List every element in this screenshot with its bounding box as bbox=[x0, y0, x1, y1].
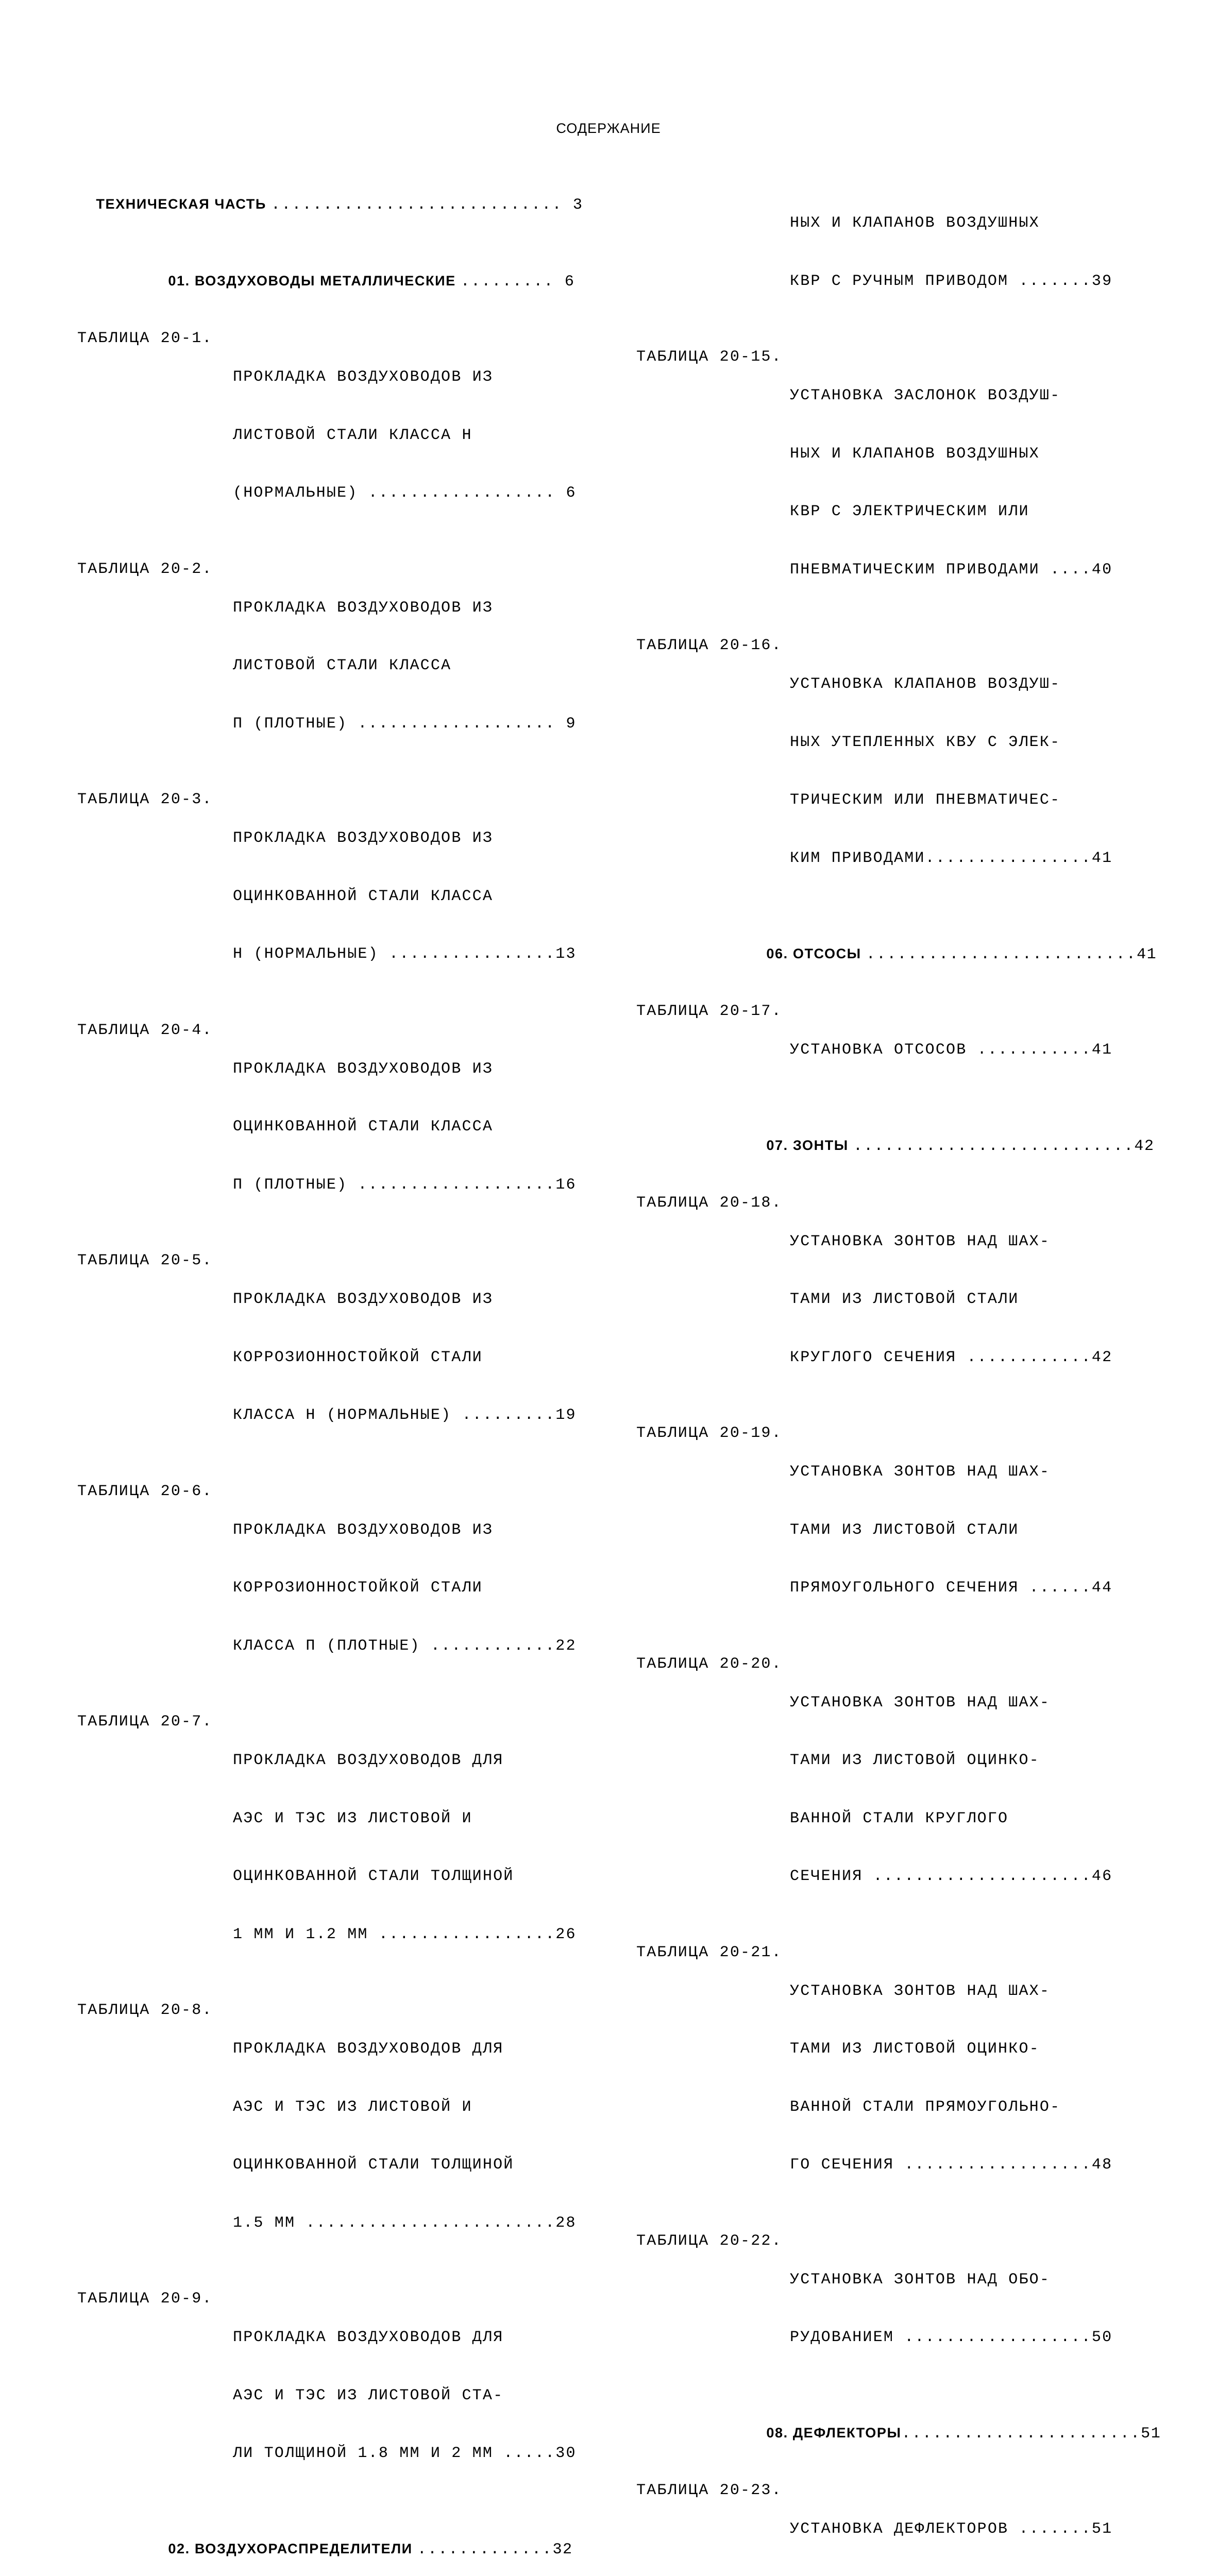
toc-table-entry[interactable] bbox=[636, 1943, 1123, 2214]
title-line: ПНЕВМАТИЧЕСКИМ ПРИВОДАМИ ....40 bbox=[790, 561, 1123, 580]
title-line: КИМ ПРИВОДАМИ................41 bbox=[790, 849, 1123, 869]
leader-dots: ........................... bbox=[853, 1138, 1134, 1155]
title-line: П (ПЛОТНЫЕ) ...................16 bbox=[233, 1176, 585, 1195]
table-title bbox=[790, 2481, 1123, 2576]
leader-dots: ............. bbox=[417, 2541, 553, 2558]
toc-table-entry[interactable] bbox=[636, 636, 1123, 907]
toc-table-entry[interactable] bbox=[636, 1424, 1123, 1637]
table-title bbox=[790, 2232, 1123, 2386]
section-title: 02. ВОЗДУХОРАСПРЕДЕЛИТЕЛИ bbox=[168, 2541, 417, 2556]
page-number: 42 bbox=[1134, 1138, 1154, 1155]
title-line: ПРОКЛАДКА ВОЗДУХОВОДОВ ДЛЯ bbox=[233, 2040, 585, 2059]
title-line: УСТАНОВКА ЗАСЛОНОК ВОЗДУШ- bbox=[790, 386, 1123, 406]
page-number: 3 bbox=[573, 196, 583, 214]
table-label: ТАБЛИЦА 20-9. bbox=[77, 2290, 233, 2502]
toc-table-entry[interactable] bbox=[77, 1482, 585, 1695]
title-line: РУДОВАНИЕМ ..................50 bbox=[790, 2328, 1123, 2348]
table-label: ТАБЛИЦА 20-22. bbox=[636, 2232, 790, 2386]
page-number: 41 bbox=[1137, 946, 1157, 963]
title-line: КЛАССА П (ПЛОТНЫЕ) ............22 bbox=[233, 1637, 585, 1656]
toc-table-entry-continued[interactable] bbox=[790, 175, 1123, 330]
table-label: ТАБЛИЦА 20-8. bbox=[77, 2001, 233, 2272]
page-number: 6 bbox=[565, 273, 575, 291]
table-label: ТАБЛИЦА 20-2. bbox=[77, 560, 233, 773]
title-line: ПРОКЛАДКА ВОЗДУХОВОДОВ ДЛЯ bbox=[233, 2328, 585, 2348]
title-line: 1 ММ И 1.2 ММ .................26 bbox=[233, 1925, 585, 1945]
table-title bbox=[233, 1021, 585, 1234]
table-label: ТАБЛИЦА 20-15. bbox=[636, 348, 790, 618]
section-title: 06. ОТСОСЫ bbox=[766, 946, 866, 961]
title-line: УСТАНОВКА ЗОНТОВ НАД ШАХ- bbox=[790, 1693, 1123, 1713]
toc-table-entry[interactable] bbox=[77, 1713, 585, 1983]
toc-section-06[interactable] bbox=[636, 925, 1123, 984]
title-line: ТРИЧЕСКИМ ИЛИ ПНЕВМАТИЧЕС- bbox=[790, 791, 1123, 810]
table-label: ТАБЛИЦА 20-6. bbox=[77, 1482, 233, 1695]
title-line: АЭС И ТЭС ИЗ ЛИСТОВОЙ СТА- bbox=[233, 2386, 585, 2406]
table-title bbox=[233, 1251, 585, 1464]
title-line: ПРОКЛАДКА ВОЗДУХОВОДОВ ИЗ bbox=[233, 829, 585, 849]
title-line: ПРОКЛАДКА ВОЗДУХОВОДОВ ИЗ bbox=[233, 368, 585, 387]
section-title: 01. ВОЗДУХОВОДЫ МЕТАЛЛИЧЕСКИЕ bbox=[168, 273, 460, 289]
table-title bbox=[233, 790, 585, 1003]
title-line: ЛИСТОВОЙ СТАЛИ КЛАССА Н bbox=[233, 426, 585, 446]
page-number: 51 bbox=[1141, 2425, 1161, 2443]
title-line: ТАМИ ИЗ ЛИСТОВОЙ СТАЛИ bbox=[790, 1521, 1123, 1540]
title-line: УСТАНОВКА ЗОНТОВ НАД ОБО- bbox=[790, 2270, 1123, 2290]
title-line: П (ПЛОТНЫЕ) ................... 9 bbox=[233, 715, 585, 734]
title-line: НЫХ И КЛАПАНОВ ВОЗДУШНЫХ bbox=[790, 214, 1123, 233]
table-title bbox=[790, 1002, 1123, 1099]
table-label: ТАБЛИЦА 20-23. bbox=[636, 2481, 790, 2576]
toc-table-entry[interactable] bbox=[636, 2232, 1123, 2386]
title-line: НЫХ И КЛАПАНОВ ВОЗДУШНЫХ bbox=[790, 445, 1123, 464]
title-line: КЛАССА Н (НОРМАЛЬНЫЕ) .........19 bbox=[233, 1406, 585, 1426]
table-label: ТАБЛИЦА 20-3. bbox=[77, 790, 233, 1003]
toc-table-entry[interactable] bbox=[636, 1655, 1123, 1925]
title-line: ЛИ ТОЛЩИНОЙ 1.8 ММ И 2 ММ .....30 bbox=[233, 2444, 585, 2464]
toc-table-entry[interactable] bbox=[77, 2001, 585, 2272]
toc-section-01[interactable] bbox=[77, 252, 585, 312]
toc-section-technical[interactable] bbox=[77, 175, 585, 234]
table-title bbox=[233, 2001, 585, 2272]
table-title bbox=[233, 1713, 585, 1983]
toc-table-entry[interactable] bbox=[77, 1021, 585, 1234]
leader-dots: ............................ bbox=[271, 196, 573, 214]
title-line: УСТАНОВКА ЗОНТОВ НАД ШАХ- bbox=[790, 1463, 1123, 1482]
table-label: ТАБЛИЦА 20-21. bbox=[636, 1943, 790, 2214]
table-title bbox=[790, 1655, 1123, 1925]
toc-section-08[interactable] bbox=[636, 2404, 1123, 2464]
title-line: КРУГЛОГО СЕЧЕНИЯ ............42 bbox=[790, 1348, 1123, 1368]
title-line: КОРРОЗИОННОСТОЙКОЙ СТАЛИ bbox=[233, 1579, 585, 1598]
title-line: ОЦИНКОВАННОЙ СТАЛИ ТОЛЩИНОЙ bbox=[233, 1867, 585, 1887]
title-line: УСТАНОВКА КЛАПАНОВ ВОЗДУШ- bbox=[790, 675, 1123, 694]
section-title: 08. ДЕФЛЕКТОРЫ bbox=[766, 2425, 901, 2441]
toc-table-entry[interactable] bbox=[77, 329, 585, 542]
title-line: НЫХ УТЕПЛЕННЫХ КВУ С ЭЛЕК- bbox=[790, 733, 1123, 753]
toc-table-entry[interactable] bbox=[77, 1251, 585, 1464]
toc-table-entry[interactable] bbox=[77, 560, 585, 773]
table-title bbox=[790, 1943, 1123, 2214]
title-line: КОРРОЗИОННОСТОЙКОЙ СТАЛИ bbox=[233, 1348, 585, 1368]
table-title bbox=[233, 329, 585, 542]
table-title bbox=[233, 1482, 585, 1695]
table-label: ТАБЛИЦА 20-1. bbox=[77, 329, 233, 542]
title-line: АЭС И ТЭС ИЗ ЛИСТОВОЙ И bbox=[233, 1809, 585, 1829]
title-line: ВАННОЙ СТАЛИ ПРЯМОУГОЛЬНО- bbox=[790, 2098, 1123, 2117]
table-label: ТАБЛИЦА 20-18. bbox=[636, 1194, 790, 1406]
title-line: УСТАНОВКА ОТСОСОВ ...........41 bbox=[790, 1041, 1123, 1060]
table-title bbox=[233, 2290, 585, 2502]
title-line: 1.5 ММ ........................28 bbox=[233, 2214, 585, 2233]
toc-table-entry[interactable] bbox=[636, 1194, 1123, 1406]
title-line: ОЦИНКОВАННОЙ СТАЛИ КЛАССА bbox=[233, 1117, 585, 1137]
table-label: ТАБЛИЦА 20-5. bbox=[77, 1251, 233, 1464]
title-line: ПРОКЛАДКА ВОЗДУХОВОДОВ ИЗ bbox=[233, 1290, 585, 1310]
title-line: ОЦИНКОВАННОЙ СТАЛИ КЛАССА bbox=[233, 887, 585, 907]
title-line: Н (НОРМАЛЬНЫЕ) ................13 bbox=[233, 945, 585, 964]
leader-dots: .......................... bbox=[866, 946, 1137, 963]
title-line: (НОРМАЛЬНЫЕ) .................. 6 bbox=[233, 484, 585, 503]
title-line: ТАМИ ИЗ ЛИСТОВОЙ ОЦИНКО- bbox=[790, 1751, 1123, 1771]
table-label: ТАБЛИЦА 20-20. bbox=[636, 1655, 790, 1925]
toc-section-07[interactable] bbox=[636, 1116, 1123, 1176]
toc-section-02[interactable] bbox=[77, 2520, 585, 2576]
section-title: 07. ЗОНТЫ bbox=[766, 1138, 853, 1153]
title-line: КВР С ЭЛЕКТРИЧЕСКИМ ИЛИ bbox=[790, 502, 1123, 522]
leader-dots: ....................... bbox=[901, 2425, 1141, 2443]
toc-table-entry[interactable] bbox=[636, 1002, 1123, 1099]
title-line: УСТАНОВКА ДЕФЛЕКТОРОВ .......51 bbox=[790, 2520, 1123, 2539]
title-line: ПРОКЛАДКА ВОЗДУХОВОДОВ ИЗ bbox=[233, 1060, 585, 1079]
title-line: ПРОКЛАДКА ВОЗДУХОВОДОВ ИЗ bbox=[233, 599, 585, 618]
leader-dots: ......... bbox=[461, 273, 565, 291]
table-label: ТАБЛИЦА 20-4. bbox=[77, 1021, 233, 1234]
page-title: СОДЕРЖАНИЕ bbox=[0, 121, 1217, 137]
table-title bbox=[790, 636, 1123, 907]
toc-table-entry[interactable] bbox=[77, 790, 585, 1003]
title-line: ТАМИ ИЗ ЛИСТОВОЙ СТАЛИ bbox=[790, 1290, 1123, 1310]
table-label: ТАБЛИЦА 20-7. bbox=[77, 1713, 233, 1983]
table-title bbox=[233, 560, 585, 773]
title-line: УСТАНОВКА ЗОНТОВ НАД ШАХ- bbox=[790, 1982, 1123, 2002]
title-line: ЛИСТОВОЙ СТАЛИ КЛАССА bbox=[233, 656, 585, 676]
table-title bbox=[790, 1424, 1123, 1637]
toc-table-entry[interactable] bbox=[77, 2290, 585, 2502]
table-label: ТАБЛИЦА 20-17. bbox=[636, 1002, 790, 1099]
table-label: ТАБЛИЦА 20-19. bbox=[636, 1424, 790, 1637]
title-line: ВАННОЙ СТАЛИ КРУГЛОГО bbox=[790, 1809, 1123, 1829]
table-label: ТАБЛИЦА 20-16. bbox=[636, 636, 790, 907]
title-line: ПРОКЛАДКА ВОЗДУХОВОДОВ ИЗ bbox=[233, 1521, 585, 1540]
page-number: 32 bbox=[552, 2541, 572, 2558]
title-line: ГО СЕЧЕНИЯ ..................48 bbox=[790, 2156, 1123, 2175]
title-line: ПРЯМОУГОЛЬНОГО СЕЧЕНИЯ ......44 bbox=[790, 1579, 1123, 1598]
toc-table-entry[interactable] bbox=[636, 2481, 1123, 2576]
table-title bbox=[790, 348, 1123, 618]
section-title: ТЕХНИЧЕСКАЯ ЧАСТЬ bbox=[96, 196, 271, 212]
title-line: КВР С РУЧНЫМ ПРИВОДОМ .......39 bbox=[790, 272, 1123, 292]
title-line: УСТАНОВКА ЗОНТОВ НАД ШАХ- bbox=[790, 1232, 1123, 1252]
title-line: АЭС И ТЭС ИЗ ЛИСТОВОЙ И bbox=[233, 2098, 585, 2117]
toc-table-entry[interactable] bbox=[636, 348, 1123, 618]
title-line: ПРОКЛАДКА ВОЗДУХОВОДОВ ДЛЯ bbox=[233, 1751, 585, 1771]
title-line: СЕЧЕНИЯ .....................46 bbox=[790, 1867, 1123, 1887]
table-title bbox=[790, 1194, 1123, 1406]
title-line: ОЦИНКОВАННОЙ СТАЛИ ТОЛЩИНОЙ bbox=[233, 2156, 585, 2175]
toc-column-right bbox=[636, 175, 1123, 2576]
title-line: ТАМИ ИЗ ЛИСТОВОЙ ОЦИНКО- bbox=[790, 2040, 1123, 2059]
toc-column-left bbox=[77, 175, 585, 2576]
